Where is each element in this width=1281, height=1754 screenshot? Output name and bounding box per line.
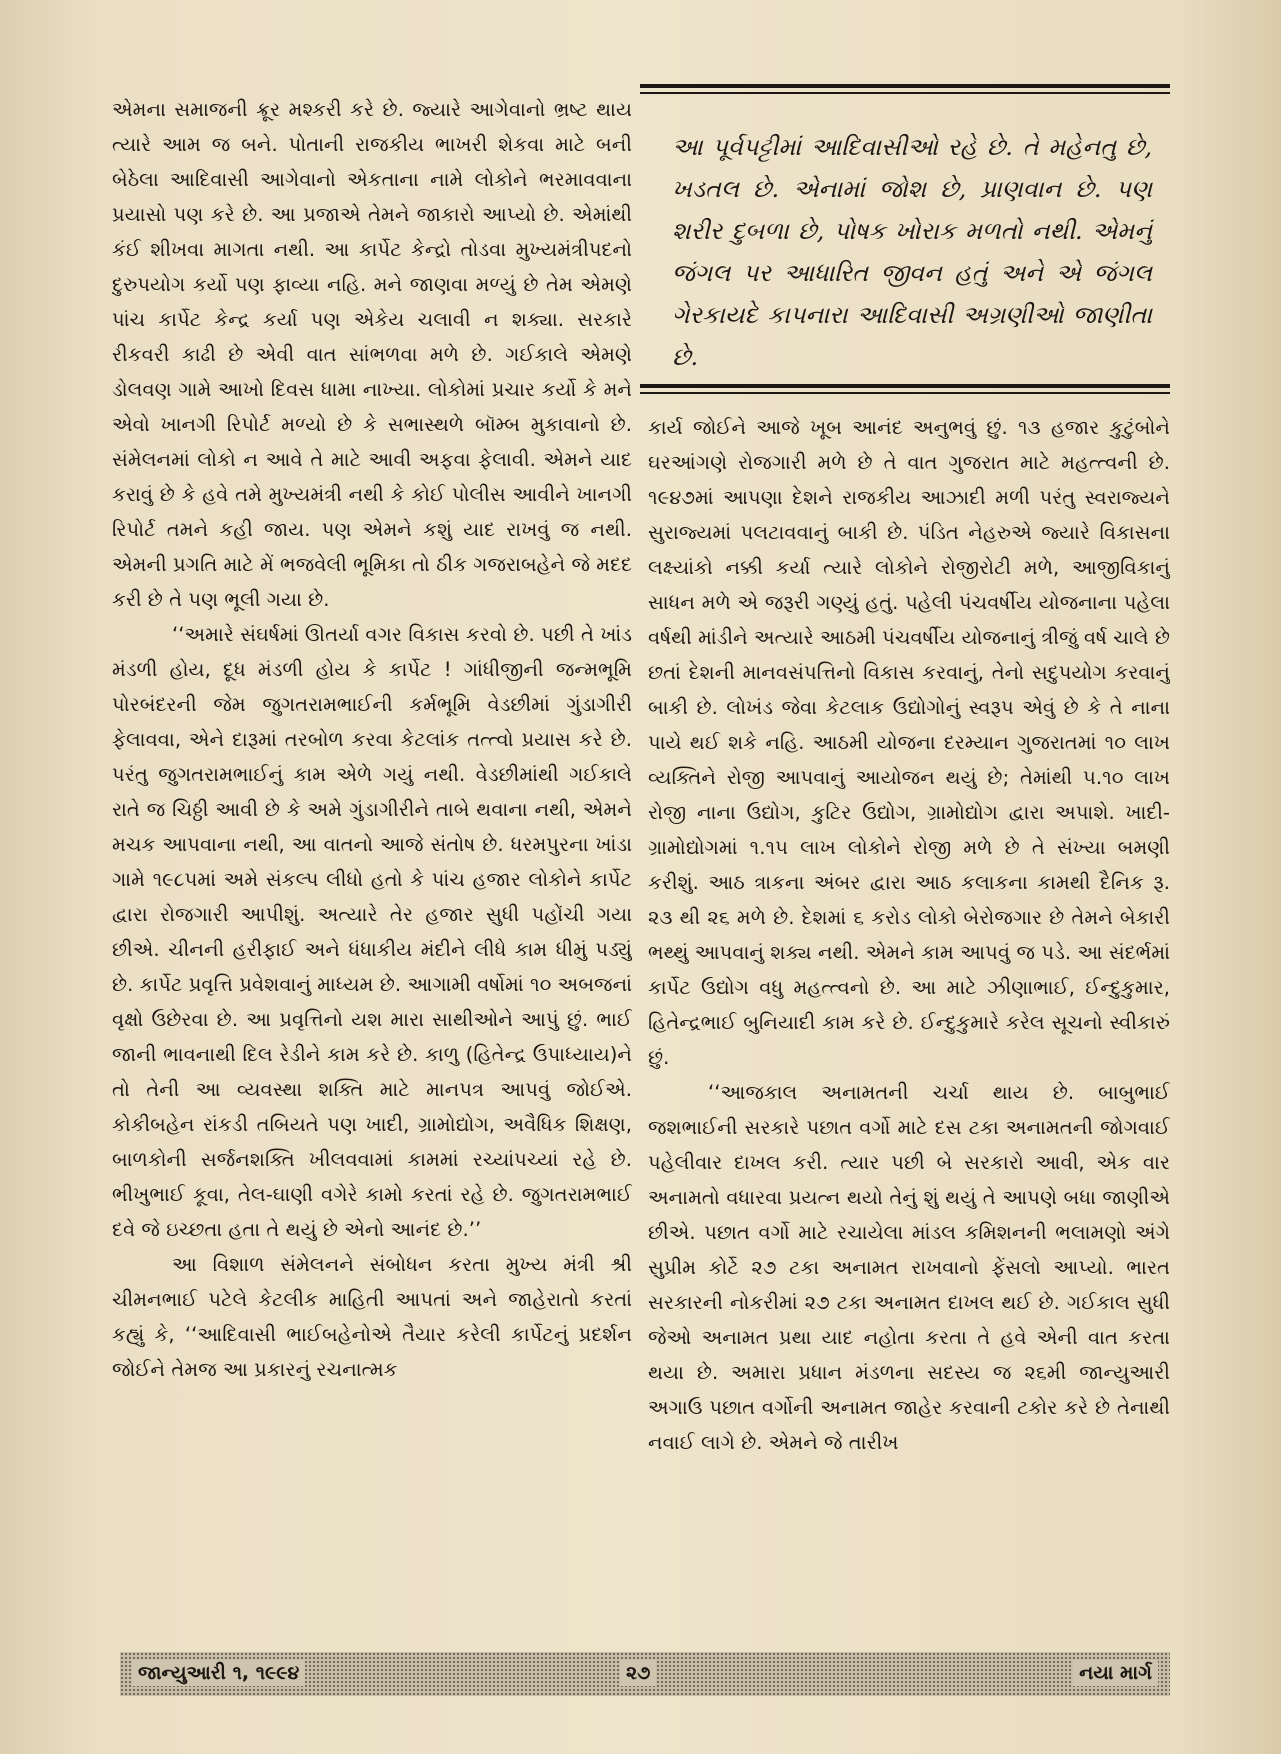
paragraph: કાર્ય જોઈને આજે ખૂબ આનંદ અનુભવું છું. ૧૩ હજાર કુટુંબોને ઘરઆંગણે રોજગારી મળે છે તે વાત ગુજરાત માટે મહત્ત્વની છે. ૧૯૪૭માં આપણા દેશને રાજકીય આઝાદી મળી પરંતુ સ્વરાજ્યને સુરાજ્યમાં પલટાવવાનું બાકી છે. પંડિત નેહરુએ જ્યારે વિકાસના લક્ષ્યાંકો નક્કી કર્યા ત્યારે લોકોને રોજીરોટી મળે, આજીવિકાનું સાધન મળે એ જરૂરી ગણ્યું હતું. પહેલી પંચવર્ષીય યોજનાના પહેલા વર્ષથી માંડીને અત્યારે આઠમી પંચવર્ષીય યોજનાનું ત્રીજું વર્ષ ચાલે છે છતાં દેશની માનવસંપત્તિનો વિકાસ કરવાનું, તેનો સદુપયોગ કરવાનું બાકી છે. લોખંડ જેવા કેટલાક ઉદ્યોગોનું સ્વરૂપ એવું છે કે તે નાના પાયે થઈ શકે નહિ. આઠમી યોજના દરમ્યાન ગુજરાતમાં ૧૦ લાખ વ્યક્તિને રોજી આપવાનું આયોજન થયું છે; તેમાંથી ૫.૧૦ લાખ રોજી નાના ઉદ્યોગ, કુટિર ઉદ્યોગ, ગ્રામોદ્યોગ દ્વારા અપાશે. ખાદી-ગ્રામોદ્યોગમાં ૧.૧૫ લાખ લોકોને રોજી મળે છે તે સંખ્યા બમણી કરીશું. આઠ ત્રાકના અંબર દ્વારા આઠ કલાકના કામથી દૈનિક રૂ. ૨૩ થી ૨૬ મળે છે. દેશમાં ૬ કરોડ લોકો બેરોજગાર છે તેમને બેકારી ભથ્થું આપવાનું શક્ય નથી. એમને કામ આપવું જ પડે. આ સંદર્ભમાં કાર્પેટ ઉદ્યોગ વધુ મહત્ત્વનો છે. આ માટે ઝીણાભાઈ, ઈન્દુકુમાર, હિતેન્દ્રભાઈ બુનિયાદી કામ કરે છે. ઈન્દુકુમારે કરેલ સૂચનો સ્વીકારું છું.	[648, 416, 1170, 1069]
pull-quote-box	[640, 84, 1170, 396]
paragraph: ‘‘અમારે સંઘર્ષમાં ઊતર્યા વગર વિકાસ કરવો છે. પછી તે ખાંડ મંડળી હોય, દૂધ મંડળી હોય કે કાર્પેટ ! ગાંધીજીની જન્મભૂમિ પોરબંદરની જેમ જુગતરામભાઈની કર્મભૂમિ વેડછીમાં ગુંડાગીરી ફેલાવવા, એને દારૂમાં તરબોળ કરવા કેટલાંક તત્ત્વો પ્રયાસ કરે છે. પરંતુ જુગતરામભાઈનું કામ એળે ગયું નથી. વેડછીમાંથી ગઈકાલે રાતે જ ચિઠ્ઠી આવી છે કે અમે ગુંડાગીરીને તાબે થવાના નથી, એમને મચક આપવાના નથી, આ વાતનો આજે સંતોષ છે. ધરમપુરના ખાંડા ગામે ૧૯૮૫માં અમે સંકલ્પ લીધો હતો કે પાંચ હજાર લોકોને કાર્પેટ દ્વારા રોજગારી આપીશું. અત્યારે તેર હજાર સુધી પહોંચી ગયા છીએ. ચીનની હરીફાઈ અને ધંધાકીય મંદીને લીધે કામ ધીમું પડ્યું છે. કાર્પેટ પ્રવૃત્તિ પ્રવેશવાનું માધ્યમ છે. આગામી વર્ષોમાં ૧૦ અબજનાં વૃક્ષો ઉછેરવા છે. આ પ્રવૃત્તિનો યશ મારા સાથીઓને આપું છું. ભાઈ જાની ભાવનાથી દિલ રેડીને કામ કરે છે. કાળુ (હિતેન્દ્ર ઉપાધ્યાય)ને તો તેની આ વ્યવસ્થા શક્તિ માટે માનપત્ર આપવું જોઈએ. કોકીબહેન રાંકડી તબિયતે પણ ખાદી, ગ્રામોદ્યોગ, અવૈધિક શિક્ષણ, બાળકોની સર્જનશક્તિ ખીલવવામાં કામમાં રચ્યાંપચ્યાં રહે છે. ભીખુભાઈ કૂવા, તેલ-ઘાણી વગેરે કામો કરતાં રહે છે. જુગતરામભાઈ દવે જે ઇચ્છતા હતા તે થયું છે એનો આનંદ છે.’’	[112, 623, 632, 1241]
footer-date: જાન્યુઆરી ૧, ૧૯૯૪	[132, 1660, 305, 1686]
divider	[640, 84, 1170, 94]
page-number: ૨૭	[620, 1660, 656, 1686]
left-column	[112, 92, 632, 1612]
right-column	[648, 410, 1170, 1615]
magazine-name: નયા માર્ગ	[1073, 1660, 1158, 1686]
paragraph: આ વિશાળ સંમેલનને સંબોધન કરતા મુખ્ય મંત્રી શ્રી ચીમનભાઈ પટેલે કેટલીક માહિતી આપતાં અને જાહેરાતો કરતાં કહ્યું કે, ‘‘આદિવાસી ભાઈબહેનોએ તૈયાર કરેલી કાર્પેટનું પ્રદર્શન જોઈને તેમજ આ પ્રકારનું રચનાત્મક	[112, 1253, 632, 1381]
pull-quote: આ પૂર્વપટ્ટીમાં આદિવાસીઓ રહે છે. તે મહેનતુ છે, ખડતલ છે. એનામાં જોશ છે, પ્રાણવાન છે. પણ શરીર દુબળા છે, પોષક ખોરાક મળતો નથી. એમનું જંગલ પર આધારિત જીવન હતું અને એ જંગલ ગેરકાયદે કાપનારા આદિવાસી અગ્રણીઓ જાણીતા છે.	[672, 133, 1152, 371]
paragraph: એમના સમાજની ક્રૂર મશ્કરી કરે છે. જ્યારે આગેવાનો ભ્રષ્ટ થાય ત્યારે આમ જ બને. પોતાની રાજકીય ભાખરી શેકવા માટે બની બેઠેલા આદિવાસી આગેવાનો એકતાના નામે લોકોને ભરમાવવાના પ્રયાસો પણ કરે છે. આ પ્રજાએ તેમને જાકારો આપ્યો છે. એમાંથી કંઈ શીખવા માગતા નથી. આ કાર્પેટ કેન્દ્રો તોડવા મુખ્યમંત્રીપદનો દુરુપયોગ કર્યો પણ ફાવ્યા નહિ. મને જાણવા મળ્યું છે તેમ એમણે પાંચ કાર્પેટ કેન્દ્ર કર્યા પણ એકેય ચલાવી ન શક્યા. સરકારે રીકવરી કાઢી છે એવી વાત સાંભળવા મળે છે. ગઈકાલે એમણે ડોલવણ ગામે આખો દિવસ ધામા નાખ્યા. લોકોમાં પ્રચાર કર્યો કે મને એવો ખાનગી રિપોર્ટ મળ્યો છે કે સભાસ્થળે બૉમ્બ મુકાવાનો છે. સંમેલનમાં લોકો ન આવે તે માટે આવી અફવા ફેલાવી. એમને યાદ કરાવું છે કે હવે તમે મુખ્યમંત્રી નથી કે કોઈ પોલીસ આવીને ખાનગી રિપોર્ટ તમને કહી જાય. પણ એમને કશું યાદ રાખવું જ નથી. એમની પ્રગતિ માટે મેં ભજવેલી ભૂમિકા તો ઠીક ગજરાબહેને જે મદદ કરી છે તે પણ ભૂલી ગયા છે.	[112, 98, 632, 611]
divider	[640, 384, 1170, 394]
page-footer	[120, 1652, 1170, 1696]
paragraph: ‘‘આજકાલ અનામતની ચર્ચા થાય છે. બાબુભાઈ જશભાઈની સરકારે પછાત વર્ગો માટે દસ ટકા અનામતની જોગવાઈ પહેલીવાર દાખલ કરી. ત્યાર પછી બે સરકારો આવી, એક વાર અનામતો વધારવા પ્રયત્ન થયો તેનું શું થયું તે આપણે બધા જાણીએ છીએ. પછાત વર્ગો માટે રચાયેલા માંડલ કમિશનની ભલામણો અંગે સુપ્રીમ કોર્ટે ૨૭ ટકા અનામત રાખવાનો ફેંસલો આપ્યો. ભારત સરકારની નોકરીમાં ૨૭ ટકા અનામત દાખલ થઈ છે. ગઈકાલ સુધી જેઓ અનામત પ્રથા યાદ નહોતા કરતા તે હવે એની વાત કરતા થયા છે. અમારા પ્રધાન મંડળના સદસ્ય જ ૨૬મી જાન્યુઆરી અગાઉ પછાત વર્ગોની અનામત જાહેર કરવાની ટકોર કરે છે તેનાથી નવાઈ લાગે છે. એમને જે તારીખ	[648, 1081, 1170, 1454]
